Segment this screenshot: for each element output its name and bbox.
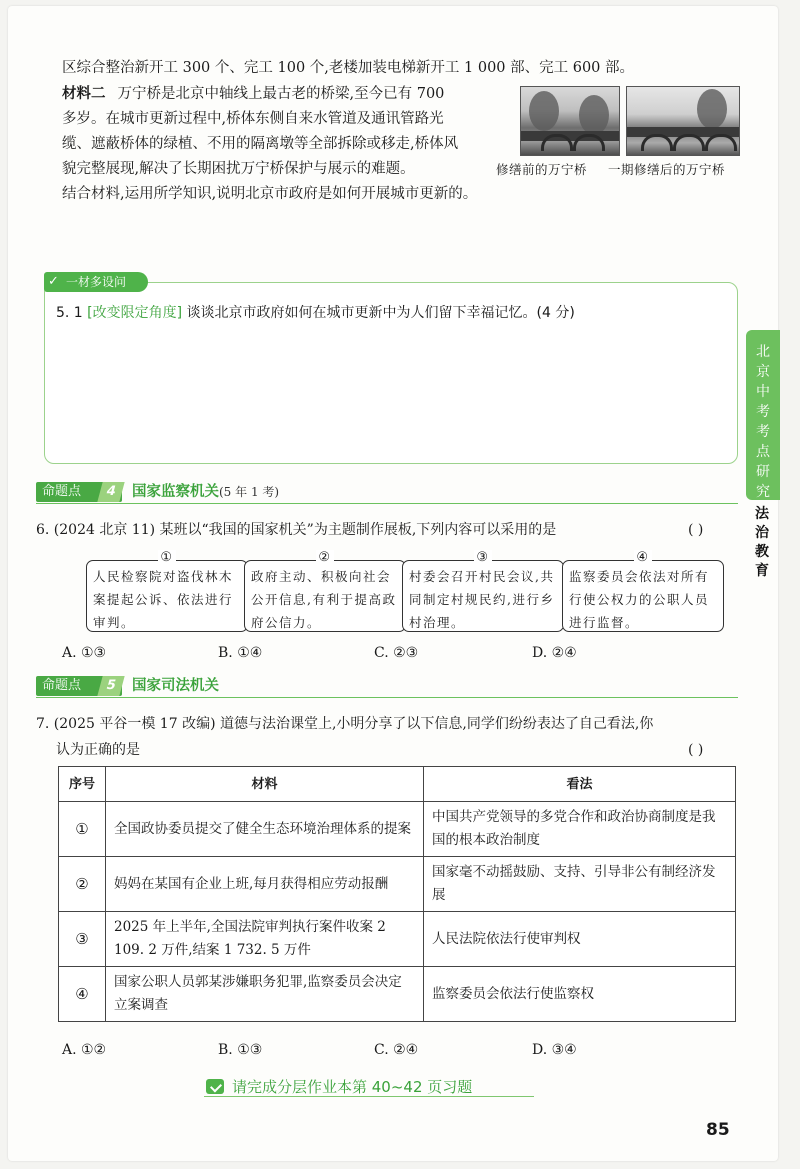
photo-bridge-after bbox=[626, 86, 740, 156]
material2-block bbox=[62, 82, 502, 207]
homework-icon bbox=[206, 1079, 224, 1094]
page-number: 85 bbox=[706, 1120, 730, 1140]
material2-line-4: 貌完整展现,解决了长期困扰万宁桥保护与展示的难题。 bbox=[62, 161, 415, 177]
q7-choice-a[interactable]: A. ①② bbox=[62, 1042, 107, 1058]
header-view: 看法 bbox=[424, 767, 736, 802]
q6-choice-b[interactable]: B. ①④ bbox=[218, 645, 263, 661]
yicai-qtext: 谈谈北京市政府如何在城市更新中为人们留下幸福记忆。(4 分) bbox=[186, 305, 575, 321]
side-tab-law[interactable] bbox=[748, 505, 776, 581]
q6-stem: 6. (2024 北京 11) 某班以“我国的国家机关”为主题制作展板,下列内容可以采用的是 bbox=[36, 522, 557, 538]
table-row: ④ 国家公职人员郭某涉嫌职务犯罪,监察委员会决定立案调查 监察委员会依法行使监察权 bbox=[59, 967, 736, 1022]
point5-tag-num: 5 bbox=[97, 676, 124, 696]
material2-question: 结合材料,运用所学知识,说明北京市政府是如何开展城市更新的。 bbox=[62, 186, 478, 202]
q7-stem-line2: 认为正确的是 bbox=[56, 742, 140, 758]
photo-caption-before: 修缮前的万宁桥 bbox=[496, 162, 588, 177]
point4-title: 国家监察机关 bbox=[132, 484, 219, 500]
q6-option-2: ② 政府主动、积极向社会公开信息,有利于提高政府公信力。 bbox=[244, 560, 406, 632]
q7-choice-c[interactable]: C. ②④ bbox=[374, 1042, 419, 1058]
q7-answer-paren[interactable]: ( ) bbox=[688, 742, 704, 758]
table-row: ③ 2025 年上半年,全国法院审判执行案件收案 2 109. 2 万件,结案 1 732. 5 万件 人民法院依法行使审判权 bbox=[59, 912, 736, 967]
q6-option-4: ④ 监察委员会依法对所有行使公权力的公职人员进行监督。 bbox=[562, 560, 724, 632]
q6-choice-d[interactable]: D. ②④ bbox=[532, 645, 577, 661]
table-header-row bbox=[59, 767, 736, 802]
q6-answer-paren[interactable]: ( ) bbox=[688, 522, 704, 538]
q6-option-1: ① 人民检察院对盗伐林木案提起公诉、依法进行审判。 bbox=[86, 560, 248, 632]
point5-header bbox=[36, 676, 738, 698]
table-row: ② 妈妈在某国有企业上班,每月获得相应劳动报酬 国家毫不动摇鼓励、支持、引导非公有制经济发展 bbox=[59, 857, 736, 912]
table-row: ① 全国政协委员提交了健全生态环境治理体系的提案 中国共产党领导的多党合作和政治协商制度是我国的根本政治制度 bbox=[59, 802, 736, 857]
header-num: 序号 bbox=[59, 767, 106, 802]
header-material: 材料 bbox=[106, 767, 424, 802]
point4-freq: (5 年 1 考) bbox=[219, 485, 280, 499]
material2-line-2: 多岁。在城市更新过程中,桥体东侧自来水管道及通讯管路光 bbox=[62, 111, 444, 127]
material2-line-3: 缆、遮蔽桥体的绿植、不用的隔离墩等全部拆除或移走,桥体风 bbox=[62, 136, 459, 152]
material2-label: 材料二 bbox=[62, 86, 106, 102]
photo-bridge-before bbox=[520, 86, 620, 156]
yicai-question bbox=[56, 302, 575, 324]
point4-tag-word: 命题点 bbox=[42, 484, 82, 499]
check-icon: ✓ bbox=[48, 274, 59, 289]
side-tab-beijing[interactable] bbox=[746, 330, 780, 500]
q6-option-3: ③ 村委会召开村民会议,共同制定村规民约,进行乡村治理。 bbox=[402, 560, 564, 632]
homework-underline bbox=[204, 1096, 534, 1097]
q7-choice-d[interactable]: D. ③④ bbox=[532, 1042, 577, 1058]
point4-header bbox=[36, 482, 738, 504]
point5-title: 国家司法机关 bbox=[132, 678, 219, 694]
q7-stem-line1: 7. (2025 平谷一模 17 改编) 道德与法治课堂上,小明分享了以下信息,同学们纷纷表达了自己看法,你 bbox=[36, 716, 654, 732]
q6-choice-a[interactable]: A. ①③ bbox=[62, 645, 107, 661]
side-tab-law-label: 法 治 教 育 bbox=[755, 506, 769, 579]
point5-tag-word: 命题点 bbox=[42, 678, 82, 693]
q7-table bbox=[58, 766, 736, 1022]
q6-choice-c[interactable]: C. ②③ bbox=[374, 645, 419, 661]
side-tab-beijing-label: 北 京 中 考 考 点 研 究 bbox=[756, 344, 770, 500]
q7-choice-b[interactable]: B. ①③ bbox=[218, 1042, 263, 1058]
photo-caption-after: 一期修缮后的万宁桥 bbox=[608, 162, 726, 177]
yicai-tag: ✓ 一材多设问 bbox=[44, 272, 148, 292]
intro-line-top: 区综合整治新开工 300 个、完工 100 个,老楼加装电梯新开工 1 000 部、完工 600 部。 bbox=[62, 60, 635, 76]
point4-tag-num: 4 bbox=[97, 482, 124, 502]
homework-note: 请完成分层作业本第 40~42 页习题 bbox=[206, 1076, 472, 1097]
material2-line-1: 万宁桥是北京中轴线上最古老的桥梁,至今已有 700 bbox=[117, 86, 445, 102]
yicai-qnum: 5. 1 bbox=[56, 305, 83, 321]
yicai-qtag: [改变限定角度] bbox=[87, 305, 183, 321]
